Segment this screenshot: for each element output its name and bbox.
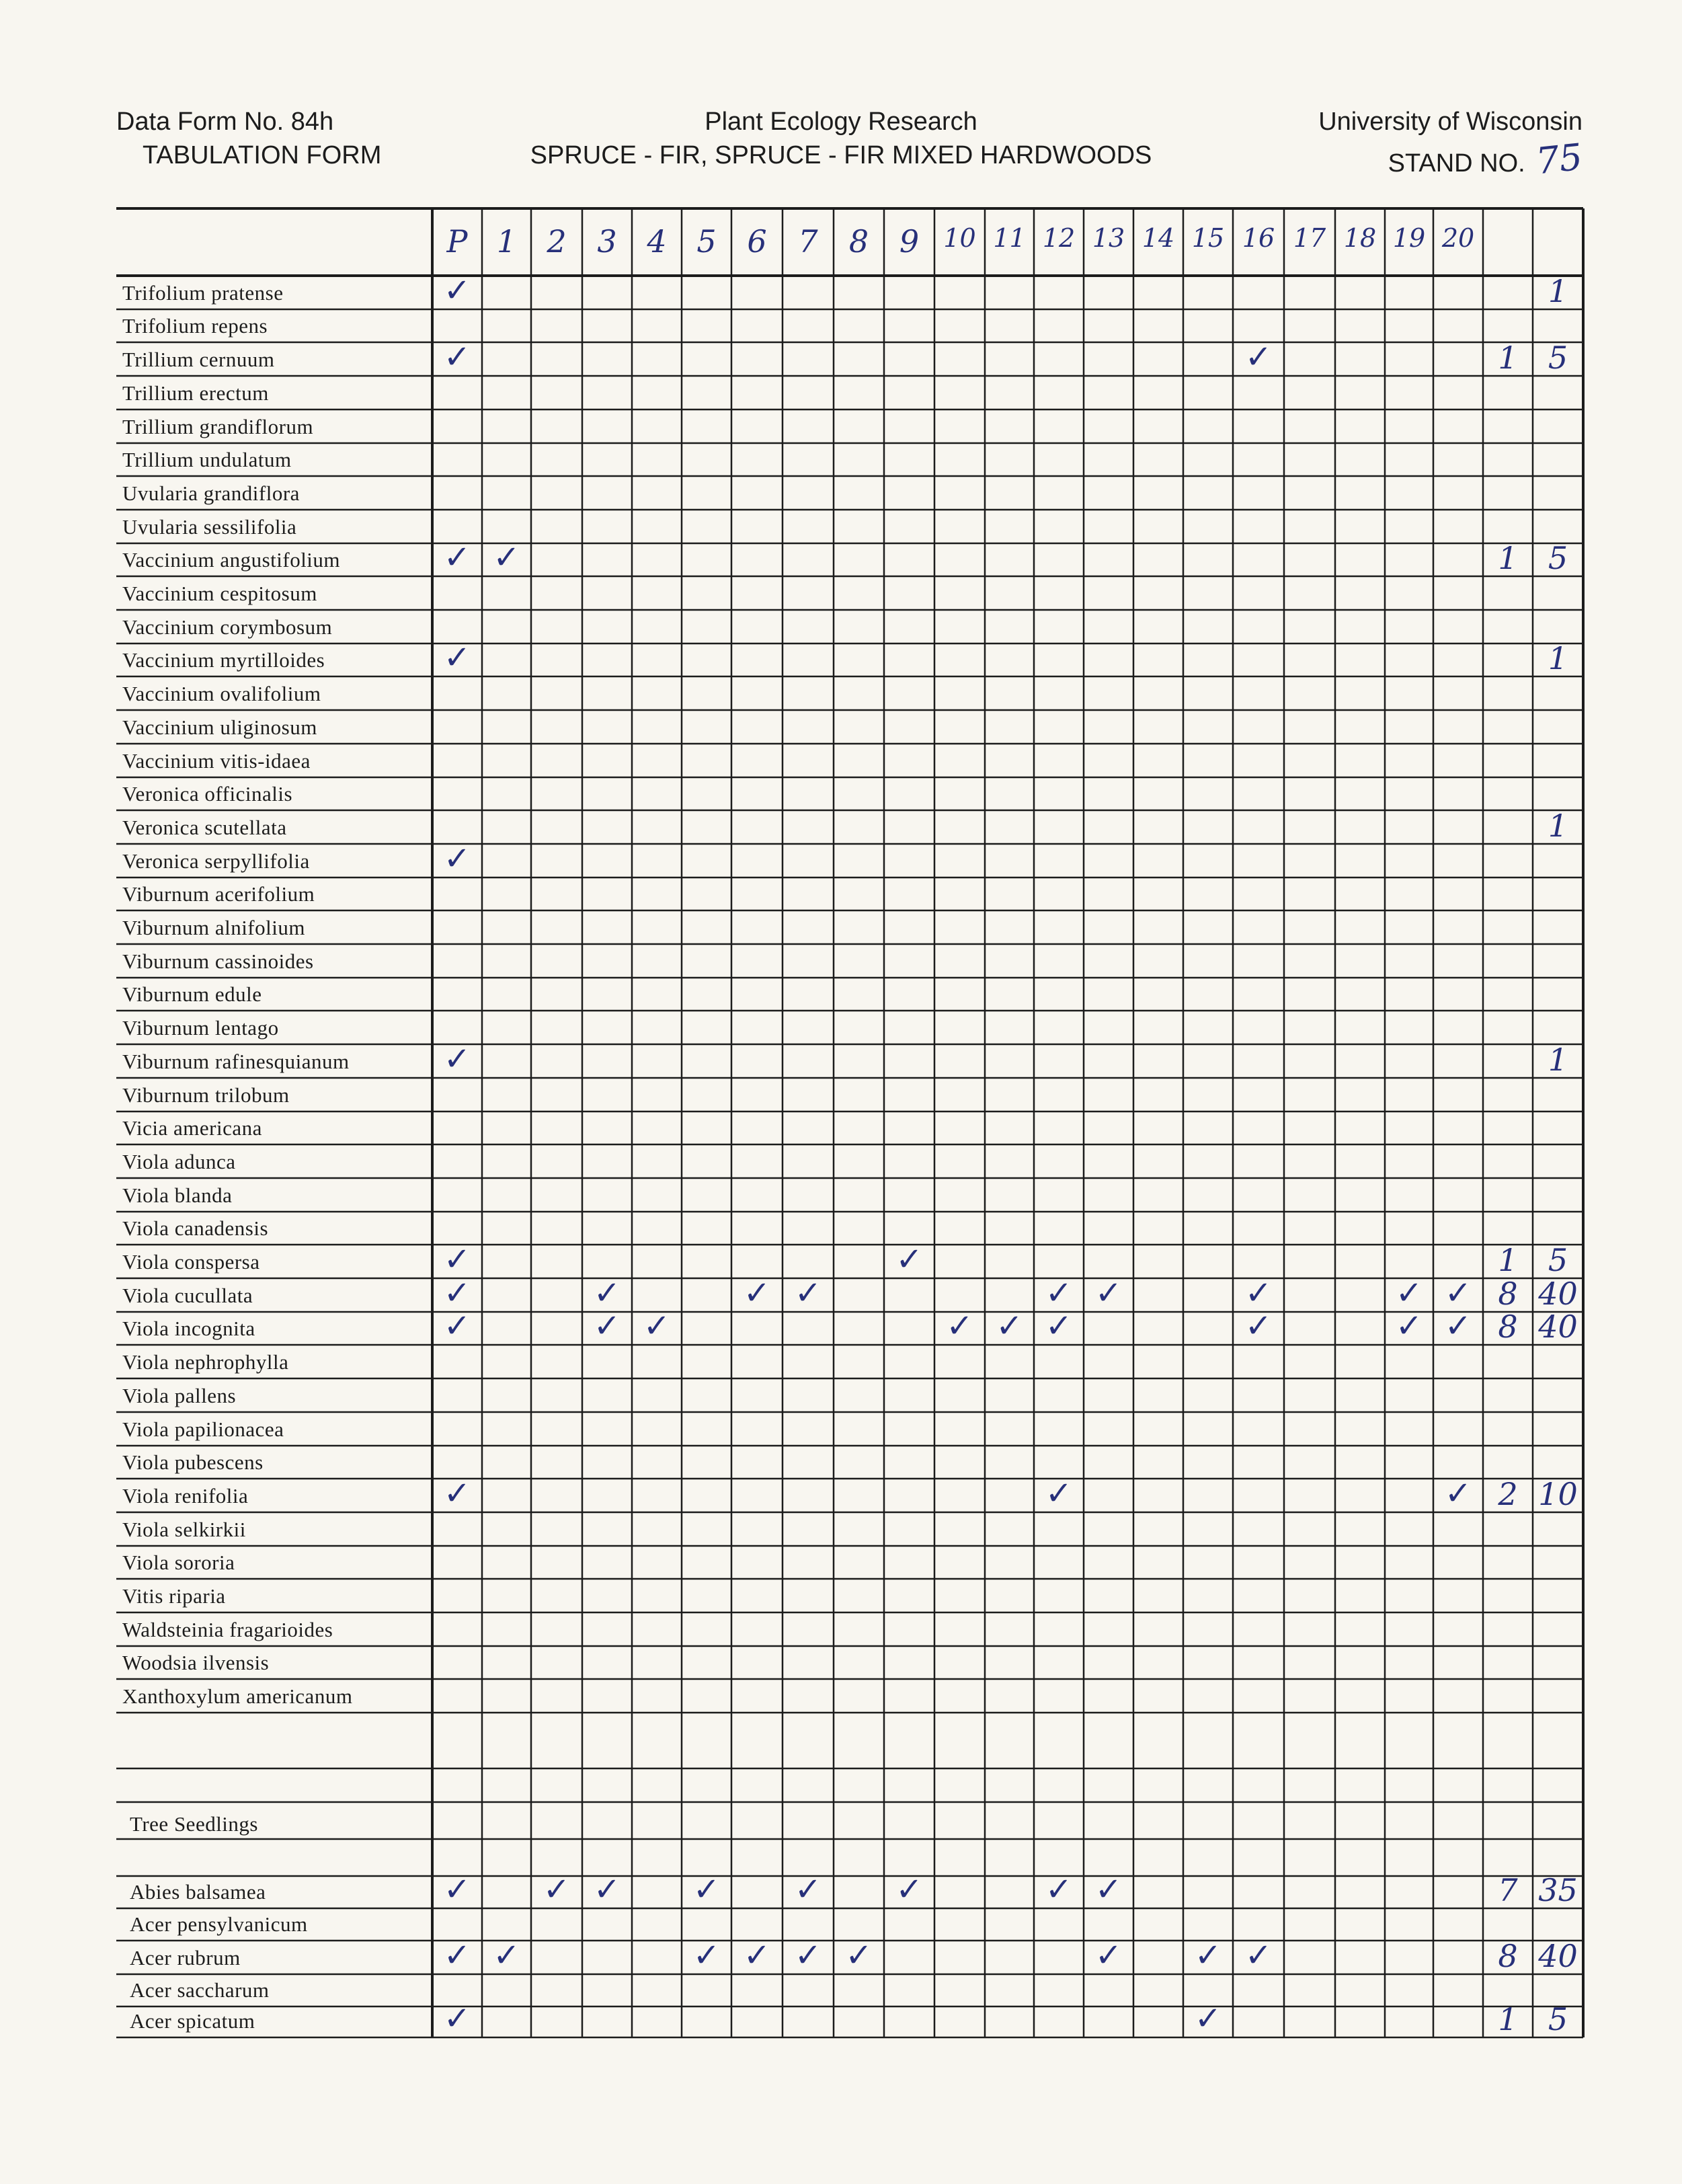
check-mark: ✓ — [1244, 338, 1273, 376]
university-name: University of Wisconsin — [1318, 108, 1583, 136]
frequency-count: 1 — [1498, 340, 1518, 376]
species-name: Waldsteinia fragarioides — [122, 1618, 333, 1641]
column-header-18: 18 — [1343, 223, 1377, 253]
frequency-count: 1 — [1498, 540, 1518, 576]
species-name: Vaccinium ovalifolium — [122, 682, 321, 705]
species-name: Viola renifolia — [122, 1484, 249, 1508]
form-number: Data Form No. 84h — [116, 108, 334, 136]
check-mark: ✓ — [443, 1040, 471, 1078]
species-name: Viburnum cassinoides — [122, 949, 314, 973]
species-name: Woodsia ilvensis — [122, 1651, 270, 1674]
check-mark: ✓ — [443, 1241, 471, 1278]
check-mark: ✓ — [1244, 1937, 1273, 1974]
column-header-9: 9 — [899, 223, 920, 260]
check-mark: ✓ — [1045, 1274, 1073, 1312]
column-header-13: 13 — [1092, 223, 1125, 253]
column-header-14: 14 — [1142, 223, 1175, 253]
column-header-5: 5 — [696, 223, 717, 260]
column-header-20: 20 — [1441, 223, 1475, 253]
species-name: Viola blanda — [122, 1183, 233, 1207]
seedlings-title: Tree Seedlings — [130, 1812, 258, 1836]
check-mark: ✓ — [443, 1274, 471, 1312]
species-name: Vaccinium corymbosum — [122, 615, 333, 639]
check-mark: ✓ — [443, 539, 471, 576]
frequency-percent: 1 — [1548, 273, 1568, 309]
species-name: Viburnum acerifolium — [122, 882, 315, 906]
check-mark: ✓ — [794, 1274, 822, 1312]
check-mark: ✓ — [895, 1241, 923, 1278]
column-header-12: 12 — [1042, 223, 1076, 253]
frequency-percent: 5 — [1548, 2001, 1568, 2037]
check-mark: ✓ — [1444, 1475, 1472, 1512]
species-name: Vicia americana — [122, 1116, 262, 1140]
check-mark: ✓ — [593, 1307, 621, 1345]
check-mark: ✓ — [443, 1937, 471, 1974]
frequency-count: 8 — [1498, 1938, 1518, 1974]
frequency-percent: 40 — [1538, 1938, 1578, 1974]
frequency-percent: 35 — [1538, 1872, 1578, 1908]
frequency-count: 2 — [1498, 1476, 1518, 1512]
check-mark: ✓ — [1045, 1871, 1073, 1908]
species-name: Veronica scutellata — [122, 816, 287, 839]
species-name: Veronica serpyllifolia — [122, 849, 310, 873]
check-mark: ✓ — [493, 539, 520, 576]
species-name: Vitis riparia — [122, 1584, 226, 1608]
species-name: Viola adunca — [122, 1150, 236, 1173]
check-mark: ✓ — [1244, 1307, 1273, 1345]
check-mark: ✓ — [443, 1475, 471, 1512]
species-name: Trillium grandiflorum — [122, 415, 314, 438]
check-mark: ✓ — [543, 1871, 571, 1908]
species-name: Veronica officinalis — [122, 782, 293, 806]
column-header-3: 3 — [597, 223, 617, 260]
check-mark: ✓ — [1444, 1307, 1472, 1345]
species-name: Abies balsamea — [130, 1880, 266, 1904]
frequency-percent: 40 — [1538, 1276, 1578, 1312]
species-name: Acer spicatum — [130, 2009, 255, 2033]
check-mark: ✓ — [443, 639, 471, 676]
check-mark: ✓ — [794, 1871, 822, 1908]
check-mark: ✓ — [895, 1871, 923, 1908]
column-header-1: 1 — [496, 223, 517, 260]
frequency-count: 1 — [1498, 1242, 1518, 1278]
species-name: Viola cucullata — [122, 1284, 253, 1307]
check-mark: ✓ — [443, 272, 471, 309]
frequency-count: 8 — [1498, 1276, 1518, 1312]
check-mark: ✓ — [443, 338, 471, 376]
check-mark: ✓ — [743, 1274, 771, 1312]
species-name: Uvularia sessilifolia — [122, 515, 297, 539]
species-name: Viola nephrophylla — [122, 1350, 289, 1374]
check-mark: ✓ — [493, 1937, 520, 1974]
check-mark: ✓ — [443, 1871, 471, 1908]
column-header-6: 6 — [747, 223, 767, 260]
forest-type: SPRUCE - FIR, SPRUCE - FIR MIXED HARDWOODS — [530, 141, 1152, 169]
check-mark: ✓ — [794, 1937, 822, 1974]
check-mark: ✓ — [443, 1307, 471, 1345]
species-name: Trillium cernuum — [122, 348, 275, 371]
frequency-count: 8 — [1498, 1309, 1518, 1345]
stand-label: STAND NO. — [1388, 149, 1525, 178]
check-mark: ✓ — [845, 1937, 873, 1974]
species-name: Viola conspersa — [122, 1250, 260, 1274]
frequency-percent: 1 — [1548, 1042, 1568, 1078]
column-header-17: 17 — [1293, 223, 1326, 253]
species-name: Viola sororia — [122, 1551, 235, 1574]
stand-value: 75 — [1534, 135, 1585, 183]
column-header-11: 11 — [993, 223, 1026, 253]
species-name: Vaccinium myrtilloides — [122, 648, 325, 672]
species-name: Xanthoxylum americanum — [122, 1684, 353, 1708]
check-mark: ✓ — [1244, 1274, 1273, 1312]
column-header-2: 2 — [547, 223, 567, 260]
species-name: Trifolium pratense — [122, 281, 284, 305]
check-mark: ✓ — [1395, 1307, 1423, 1345]
check-mark: ✓ — [1194, 1937, 1222, 1974]
check-mark: ✓ — [996, 1307, 1023, 1345]
check-mark: ✓ — [643, 1307, 671, 1345]
species-name: Viola pubescens — [122, 1450, 264, 1474]
species-name: Viburnum rafinesquianum — [122, 1050, 350, 1073]
column-header-p: P — [446, 223, 468, 260]
frequency-count: 1 — [1498, 2001, 1518, 2037]
species-name: Trillium undulatum — [122, 448, 292, 471]
column-header-7: 7 — [798, 223, 818, 260]
column-header-19: 19 — [1392, 223, 1426, 253]
species-name: Viola pallens — [122, 1384, 237, 1407]
species-name: Vaccinium uliginosum — [122, 715, 317, 739]
frequency-percent: 5 — [1548, 340, 1568, 376]
species-name: Viburnum lentago — [122, 1016, 279, 1040]
frequency-percent: 5 — [1548, 540, 1568, 576]
species-name: Viburnum edule — [122, 982, 262, 1006]
species-name: Vaccinium angustifolium — [122, 548, 341, 572]
frequency-percent: 1 — [1548, 808, 1568, 844]
column-header-16: 16 — [1242, 223, 1275, 253]
frequency-percent: 5 — [1548, 1242, 1568, 1278]
species-name: Acer pensylvanicum — [130, 1912, 308, 1936]
check-mark: ✓ — [946, 1307, 973, 1345]
column-header-15: 15 — [1191, 223, 1225, 253]
species-name: Viola incognita — [122, 1317, 255, 1340]
frequency-percent: 10 — [1538, 1476, 1578, 1512]
check-mark: ✓ — [692, 1871, 721, 1908]
check-mark: ✓ — [692, 1937, 721, 1974]
species-name: Acer rubrum — [130, 1946, 241, 1970]
frequency-percent: 40 — [1538, 1309, 1578, 1345]
check-mark: ✓ — [1395, 1274, 1423, 1312]
species-name: Vaccinium vitis-idaea — [122, 749, 311, 773]
check-mark: ✓ — [1045, 1307, 1073, 1345]
check-mark: ✓ — [1194, 2000, 1222, 2037]
check-mark: ✓ — [743, 1937, 771, 1974]
species-name: Uvularia grandiflora — [122, 481, 300, 505]
org-name: Plant Ecology Research — [705, 108, 977, 136]
check-mark: ✓ — [1094, 1871, 1123, 1908]
species-name: Viola canadensis — [122, 1216, 269, 1240]
check-mark: ✓ — [443, 840, 471, 878]
check-mark: ✓ — [1094, 1274, 1123, 1312]
species-name: Viburnum alnifolium — [122, 916, 305, 939]
frequency-percent: 1 — [1548, 640, 1568, 676]
species-name: Viburnum trilobum — [122, 1083, 290, 1107]
column-header-10: 10 — [943, 223, 976, 253]
species-name: Trifolium repens — [122, 314, 268, 338]
form-title: TABULATION FORM — [143, 141, 382, 169]
column-header-4: 4 — [647, 223, 667, 260]
check-mark: ✓ — [1444, 1274, 1472, 1312]
species-name: Viola papilionacea — [122, 1417, 284, 1441]
check-mark: ✓ — [443, 2000, 471, 2037]
check-mark: ✓ — [1094, 1937, 1123, 1974]
species-name: Acer saccharum — [130, 1978, 270, 2002]
check-mark: ✓ — [593, 1871, 621, 1908]
species-name: Viola selkirkii — [122, 1518, 246, 1541]
check-mark: ✓ — [1045, 1475, 1073, 1512]
check-mark: ✓ — [593, 1274, 621, 1312]
column-header-8: 8 — [848, 223, 869, 260]
frequency-count: 7 — [1498, 1872, 1518, 1908]
species-name: Vaccinium cespitosum — [122, 582, 317, 605]
species-name: Trillium erectum — [122, 381, 269, 405]
